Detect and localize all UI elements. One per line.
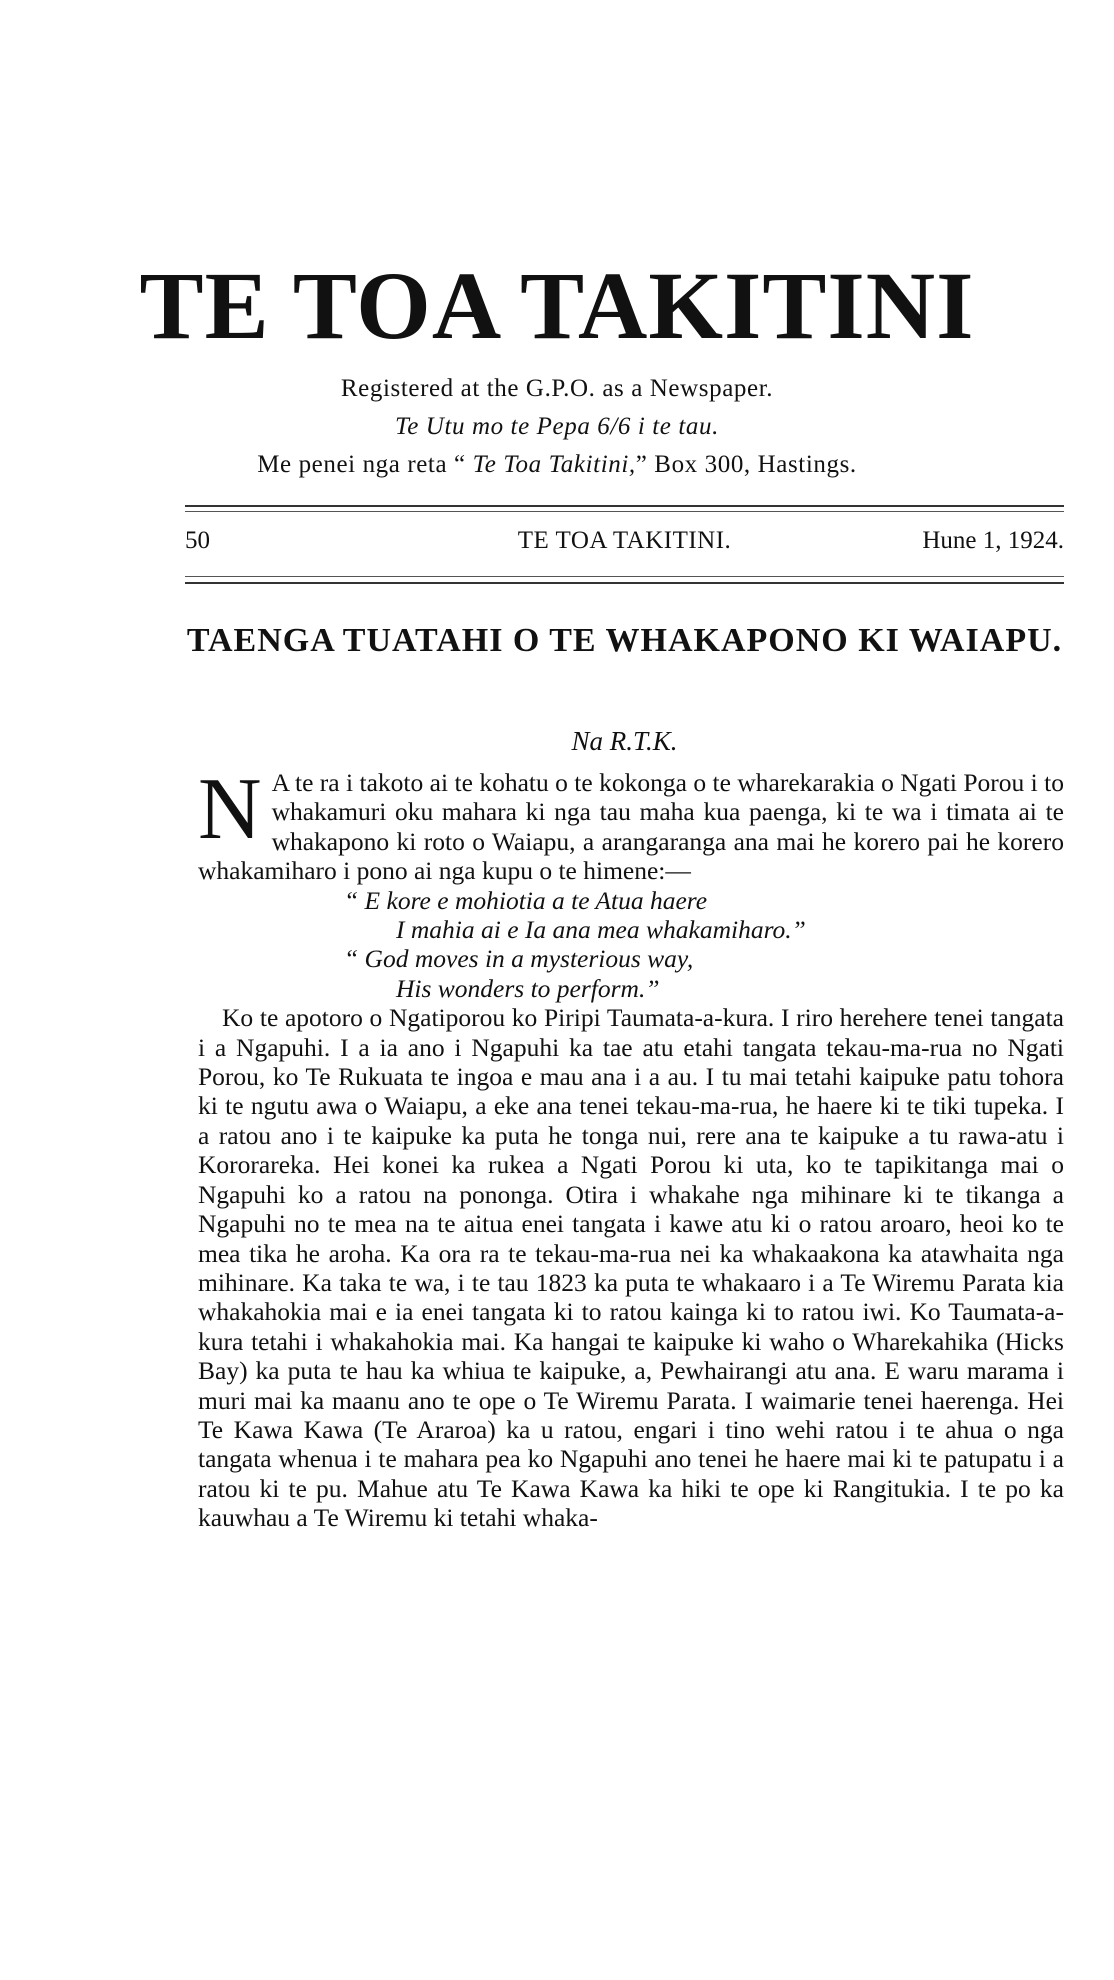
issue-date: Hune 1, 1924.: [922, 527, 1064, 554]
masthead-title: TE TOA TAKITINI: [139, 252, 975, 359]
header-rule-bottom: [185, 582, 1064, 584]
verse-line: I mahia ai e Ia ana mea whakamiharo.”: [396, 915, 806, 945]
running-head: [185, 525, 1064, 557]
paragraph-1-text: A te ra i takoto ai te kohatu o te kokonga o te wharekarakia o Ngati Porou i to whakamuri oku mahara ki nga tau maha kua paenga, ki te wa i timata ai te whakapono ki roto o Waiapu, a arangaranga ana mai he korero pai he korero whakamiharo i pono ai nga kupu o te himene:—: [198, 768, 1064, 886]
paragraph-2: Ko te apotoro o Ngatiporou ko Piripi Taumata-a-kura. I riro herehere tenei tangata i a Ngapuhi. I a ia ano i Ngapuhi ka tae atu etahi tangata tekau-ma-rua no Ngati Porou, ko Te Rukuata te ingoa e mau ana i a au. I tu mai tetahi kaipuke patu tohora ki te ngutu awa o Waiapu, a eke ana tenei tekau-ma-rua, he haere ki te tiki tupeka. I a ratou ano i te kaipuke ka puta he tonga nui, rere ana te kaipuke a tu rawa-atu i Kororareka. Hei konei ka rukea a Ngati Porou ki uta, ko te tapikitanga mai o Ngapuhi ko a ratou na pononga. Otira i whakahe nga mihinare ki te tikanga a Ngapuhi no te mea na te aitua enei tangata i kawe atu ki o ratou aroaro, heoi ko te mea tika he aroha. Ka ora ra te tekau-ma-rua nei ka whakaakona ka atawhaita nga mihinare. Ka taka te wa, i te tau 1823 ka puta te whakaaro i a Te Wiremu Parata kia whakahokia mai e ia enei tangata ki to ratou kainga ki to ratou iwi. Ko Taumata-a-kura tetahi i whakahokia mai. Ka hangai te kaipuke ki waho o Wharekahika (Hicks Bay) ka puta te hau ka whiua te kaipuke, a, Pewhairangi atu ana. E waru marama i muri mai ka maanu ano te ope o Te Wiremu Parata. I waimarie tenei haerenga. Hei Te Kawa Kawa (Te Araroa) ka u ratou, engari i tino wehi ratou i te ahua o nga tangata whenua i te mahara pea ko Ngapuhi ano tenei he haere mai ki te patupatu i a ratou ki te pu. Mahue atu Te Kawa Kawa ka hiki te ope ki Rangitukia. I te po ka kauwhau a Te Wiremu ki tetahi whaka-: [198, 1003, 1064, 1533]
subscription-price: Te Utu mo te Pepa 6/6 i te tau.: [395, 413, 719, 440]
drop-cap: N: [198, 761, 262, 858]
article-body: [198, 761, 1064, 1533]
verse-line: His wonders to perform.”: [396, 973, 660, 1003]
running-title: TE TOA TAKITINI.: [517, 527, 732, 554]
article-byline: Na R.T.K.: [571, 726, 678, 756]
postal-address: [0, 452, 1114, 477]
article-title: TAENGA TUATAHI O TE WHAKAPONO KI WAIAPU.: [186, 622, 1063, 659]
header-rule-top-thin: [185, 511, 1064, 512]
verse-line: “ E kore e mohiotia a te Atua haere: [344, 885, 708, 915]
registration-notice: Registered at the G.P.O. as a Newspaper.: [340, 375, 774, 402]
address-name: Te Toa Takitini,: [465, 451, 636, 478]
address-prefix: Me penei nga reta “: [257, 451, 466, 478]
address-suffix: ” Box 300, Hastings.: [635, 451, 857, 478]
header-rule-bottom-thin: [185, 576, 1064, 577]
header-rule-top: [185, 505, 1064, 507]
hymn-verse: [198, 886, 1064, 1004]
verse-line: “ God moves in a mysterious way,: [344, 944, 694, 974]
paragraph-1: [198, 761, 1064, 886]
page-number: 50: [185, 527, 210, 554]
